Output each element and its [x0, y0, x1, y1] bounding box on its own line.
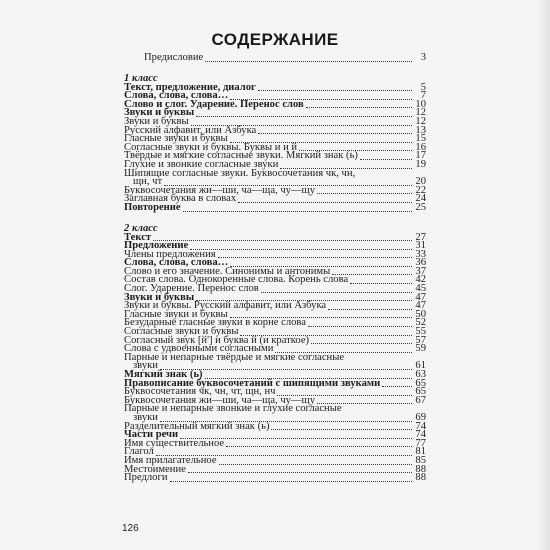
toc-entry-text: Буквосочетания чк, чн, чт, щн, нч — [124, 386, 276, 398]
toc-entry-text: Повторение — [124, 201, 181, 213]
toc-entry-page: 67 — [415, 394, 426, 406]
dot-leader — [205, 61, 412, 62]
toc-entry-text: Заглавная буква в словах — [124, 193, 237, 205]
toc-entry-page: 10 — [415, 98, 426, 110]
toc-entry-page: 47 — [415, 291, 426, 303]
toc-entry-text: Буквосочетания жи—ши, ча—ща, чу—щу — [124, 394, 315, 406]
toc-entry-text: Предисловие — [144, 52, 204, 63]
section-heading: 2 класс — [124, 222, 158, 234]
toc-entry-page: 63 — [415, 369, 426, 380]
toc-entry-text: Текст, предложение, диалог — [124, 81, 256, 93]
toc-entry-text: Гласные звуки и буквы — [124, 308, 228, 320]
toc-entry-page: 74 — [415, 420, 426, 432]
dot-leader — [170, 481, 413, 482]
toc-entry-page: 33 — [415, 248, 426, 260]
toc-entry-page: 13 — [415, 124, 426, 136]
toc-entry-text: звуки — [133, 360, 158, 372]
dot-leader — [311, 343, 412, 344]
table-of-contents — [124, 53, 426, 483]
toc-entry-page: 88 — [415, 463, 426, 475]
toc-entry-text: звуки — [133, 411, 158, 423]
dot-leader — [218, 257, 412, 258]
toc-entry-page: 36 — [415, 257, 426, 269]
toc-entry-page: 61 — [415, 360, 426, 372]
toc-entry-page: 45 — [415, 283, 426, 295]
toc-entry-text: Звуки и буквы — [124, 107, 195, 119]
toc-entry-page: 50 — [415, 308, 426, 320]
toc-entry-text: Согласные звуки и буквы. Буквы и и й — [124, 141, 298, 153]
toc-entry-page: 65 — [415, 377, 426, 389]
toc-entry-text: Звуки и буквы — [124, 291, 195, 303]
toc-entry-page: 16 — [415, 141, 426, 153]
toc-entry-page: 65 — [415, 386, 426, 398]
toc-entry-text: Местоимение — [124, 463, 186, 475]
toc-entry-page: 17 — [415, 150, 426, 162]
toc-entry-text: Слова с удвоенными согласными — [124, 343, 274, 355]
toc-entry-page: 77 — [415, 437, 426, 449]
toc-entry-text: Предложение — [124, 240, 189, 252]
toc-entry-text: Состав слова. Однокоренные слова. Корень слова — [124, 274, 349, 286]
toc-entry-text: Шипящие согласные звуки. Буквосочетания чк, чн, — [124, 167, 356, 179]
toc-entry-page: 5 — [420, 81, 426, 93]
toc-entry — [124, 201, 426, 213]
dot-leader — [317, 193, 412, 194]
dot-leader — [308, 326, 412, 327]
toc-entry-text: Парные и непарные твёрдые и мягкие согласные — [124, 351, 345, 363]
toc-entry-preface — [124, 54, 426, 63]
toc-entry-text: Мягкий знак (ь) — [124, 369, 203, 380]
dot-leader — [219, 464, 412, 465]
toc-entry-page: 37 — [415, 265, 426, 277]
toc-entry-page: 3 — [420, 52, 426, 63]
toc-entry-page: 69 — [415, 411, 426, 423]
toc-entry-text: Твёрдые и мягкие согласные звуки. Мягкий знак (ь) — [124, 150, 358, 162]
dot-leader — [196, 116, 412, 117]
page-edge-shadow — [536, 0, 550, 550]
toc-entry — [124, 437, 426, 449]
dot-leader — [258, 90, 412, 91]
toc-entry-text: Согласный звук [й'] и буква й (и краткое) — [124, 334, 310, 346]
toc-entry-text: Имя существительное — [124, 437, 225, 449]
toc-entry-page: 31 — [415, 240, 426, 252]
toc-entry-text: щн, чт — [133, 176, 163, 188]
toc-entry-text: Предлоги — [124, 472, 168, 484]
toc-entry-page: 85 — [415, 454, 426, 466]
toc-entry — [124, 405, 426, 414]
toc-entry-page: 7 — [420, 90, 426, 102]
toc-entry-text: Гласные звуки и буквы — [124, 133, 228, 145]
dot-leader — [360, 159, 412, 160]
dot-leader — [183, 211, 412, 212]
toc-entry-text: Разделительный мягкий знак (ь) — [124, 420, 270, 432]
dot-leader — [382, 386, 412, 387]
toc-entry-text: Слог. Ударение. Перенос слов — [124, 283, 259, 295]
toc-entry-text: Имя прилагательное — [124, 454, 217, 466]
toc-entry-page: 47 — [415, 300, 426, 312]
dot-leader — [188, 472, 412, 473]
toc-entry-page: 27 — [415, 231, 426, 243]
toc-entry-page: 74 — [415, 429, 426, 441]
toc-entry — [124, 463, 426, 475]
section-heading: 1 класс — [124, 72, 158, 84]
toc-entry-text: Правописание буквосочетаний с шипящими звуками — [124, 377, 381, 389]
toc-entry-page: 25 — [415, 201, 426, 213]
dot-leader — [226, 446, 412, 447]
toc-entry-text: Безударные гласные звуки в корне слова — [124, 317, 306, 329]
dot-leader — [238, 202, 412, 203]
toc-entry — [124, 167, 426, 179]
toc-entry-text: Звуки и буквы — [124, 115, 189, 127]
dot-leader — [271, 429, 412, 430]
toc-entry-text: Буквосочетания жи—ши, ча—ща, чу—щу — [124, 184, 315, 196]
toc-entry-page: 42 — [415, 274, 426, 286]
toc-entry-page: 20 — [415, 176, 426, 188]
toc-entry-text: Парные и непарные звонкие и глухие согласные — [124, 403, 342, 415]
toc-entry — [124, 351, 426, 363]
toc-entry-page: 12 — [415, 115, 426, 127]
toc-entry-text: Русский алфавит, или Азбука — [124, 124, 257, 136]
dot-leader — [306, 107, 412, 108]
dot-leader — [261, 292, 412, 293]
toc-entry-text: Текст — [124, 231, 152, 243]
toc-entry-text: Слово и слог. Ударение. Перенос слов — [124, 98, 304, 110]
toc-entry-page: 19 — [415, 158, 426, 170]
toc-entry-text: Глагол — [124, 446, 154, 458]
toc-entry — [124, 474, 426, 483]
toc-entry-text: Согласные звуки и буквы — [124, 326, 239, 338]
toc-entry-page: 81 — [415, 446, 426, 458]
toc-entry-page: 22 — [415, 184, 426, 196]
toc-entry-page: 55 — [415, 326, 426, 338]
page-number: 126 — [122, 523, 139, 534]
toc-entry-text: Члены предложения — [124, 248, 216, 260]
dot-leader — [328, 309, 412, 310]
dot-leader — [258, 133, 412, 134]
toc-entry-page: 12 — [415, 107, 426, 119]
toc-entry-page: 59 — [415, 343, 426, 355]
dot-leader — [350, 283, 412, 284]
toc-entry-page: 52 — [415, 317, 426, 329]
toc-entry-text: Слово и его значение. Синонимы и антонимы — [124, 265, 331, 277]
toc-entry-page: 88 — [415, 472, 426, 484]
toc-entry-text: Глухие и звонкие согласные звуки — [124, 158, 279, 170]
page-title: СОДЕРЖАНИЕ — [211, 30, 339, 49]
toc-entry-text: Слова, слова, слова… — [124, 90, 229, 102]
dot-leader — [153, 240, 412, 241]
dot-leader — [190, 249, 412, 250]
toc-entry-text: Слова, слова, слова… — [124, 257, 229, 269]
toc-entry-page: 15 — [415, 133, 426, 145]
toc-entry-page: 24 — [415, 193, 426, 205]
toc-entry-text: Звуки и буквы. Русский алфавит, или Азбука — [124, 300, 327, 312]
toc-entry-text: Части речи — [124, 429, 179, 441]
toc-entry-page: 57 — [415, 334, 426, 346]
